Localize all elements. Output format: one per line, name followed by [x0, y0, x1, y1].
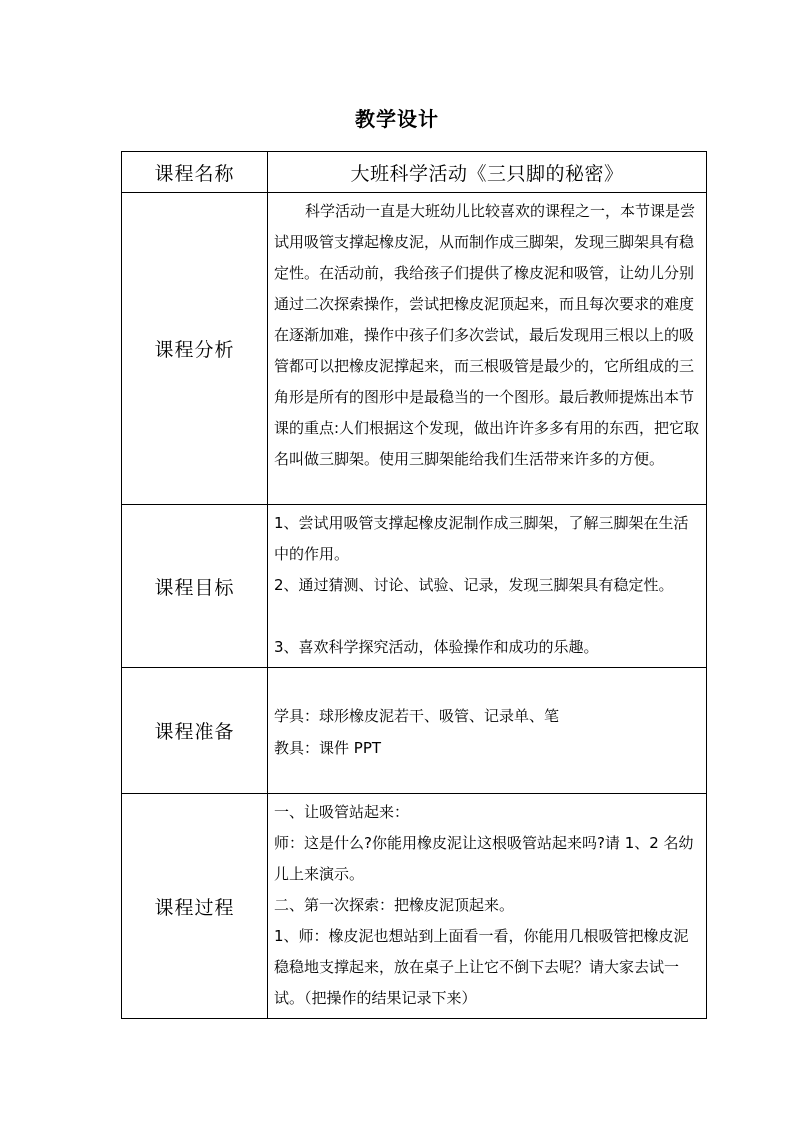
course-name-label: 课程名称 [122, 152, 268, 193]
goal-item-1: 1、尝试用吸管支撑起橡皮泥制作成三脚架，了解三脚架在生活中的作用。 [274, 514, 689, 563]
goal-item-2: 2、通过猜测、讨论、试验、记录，发现三脚架具有稳定性。 [274, 576, 674, 594]
prep-item-teacher-tools: 教具：课件 PPT [274, 739, 382, 757]
course-process-cell [268, 794, 707, 1019]
course-name-value: 大班科学活动《三只脚的秘密》 [268, 152, 707, 193]
process-line-2: 师：这是什么?你能用橡皮泥让这根吸管站起来吗?请 1、2 名幼儿上来演示。 [274, 834, 694, 883]
document-title: 教学设计 [355, 107, 439, 131]
course-analysis-cell [268, 193, 707, 505]
process-line-4: 1、师：橡皮泥也想站到上面看一看，你能用几根吸管把橡皮泥稳稳地支撑起来，放在桌子上让它不倒下去呢？请大家去试一试。（把操作的结果记录下来） [274, 927, 689, 1007]
lesson-plan-table [121, 151, 707, 1019]
course-analysis-label: 课程分析 [122, 193, 268, 505]
course-analysis-text: 科学活动一直是大班幼儿比较喜欢的课程之一，本节课是尝试用吸管支撑起橡皮泥，从而制作成三脚架，发现三脚架具有稳定性。在活动前，我给孩子们提供了橡皮泥和吸管，让幼儿分别通过二次探索操作，尝试把橡皮泥顶起来，而且每次要求的难度在逐渐加难，操作中孩子们多次尝试，最后发现用三根以上的吸管都可以把橡皮泥撑起来，而三根吸管是最少的，它所组成的三角形是所有的图形中是最稳当的一个图形。最后教师提炼出本节课的重点:人们根据这个发现，做出许许多多有用的东西，把它取名叫做三脚架。使用三脚架能给我们生活带来许多的方便。 [274, 202, 700, 468]
process-line-1: 一、让吸管站起来： [274, 803, 410, 821]
table-row-course-prep [122, 668, 707, 794]
table-row-course-process [122, 794, 707, 1019]
course-prep-label: 课程准备 [122, 668, 268, 794]
prep-item-student-tools: 学具：球形橡皮泥若干、吸管、记录单、笔 [274, 707, 560, 725]
course-prep-cell [268, 668, 707, 794]
table-row-course-analysis [122, 193, 707, 505]
table-row-course-goals [122, 505, 707, 668]
goal-spacer [274, 601, 700, 632]
course-process-label: 课程过程 [122, 794, 268, 1019]
table-row-course-name [122, 152, 707, 193]
process-line-3: 二、第一次探索：把橡皮泥顶起来。 [274, 896, 515, 914]
course-goals-cell [268, 505, 707, 668]
goal-item-3: 3、喜欢科学探究活动，体验操作和成功的乐趣。 [274, 638, 599, 656]
course-goals-label: 课程目标 [122, 505, 268, 668]
